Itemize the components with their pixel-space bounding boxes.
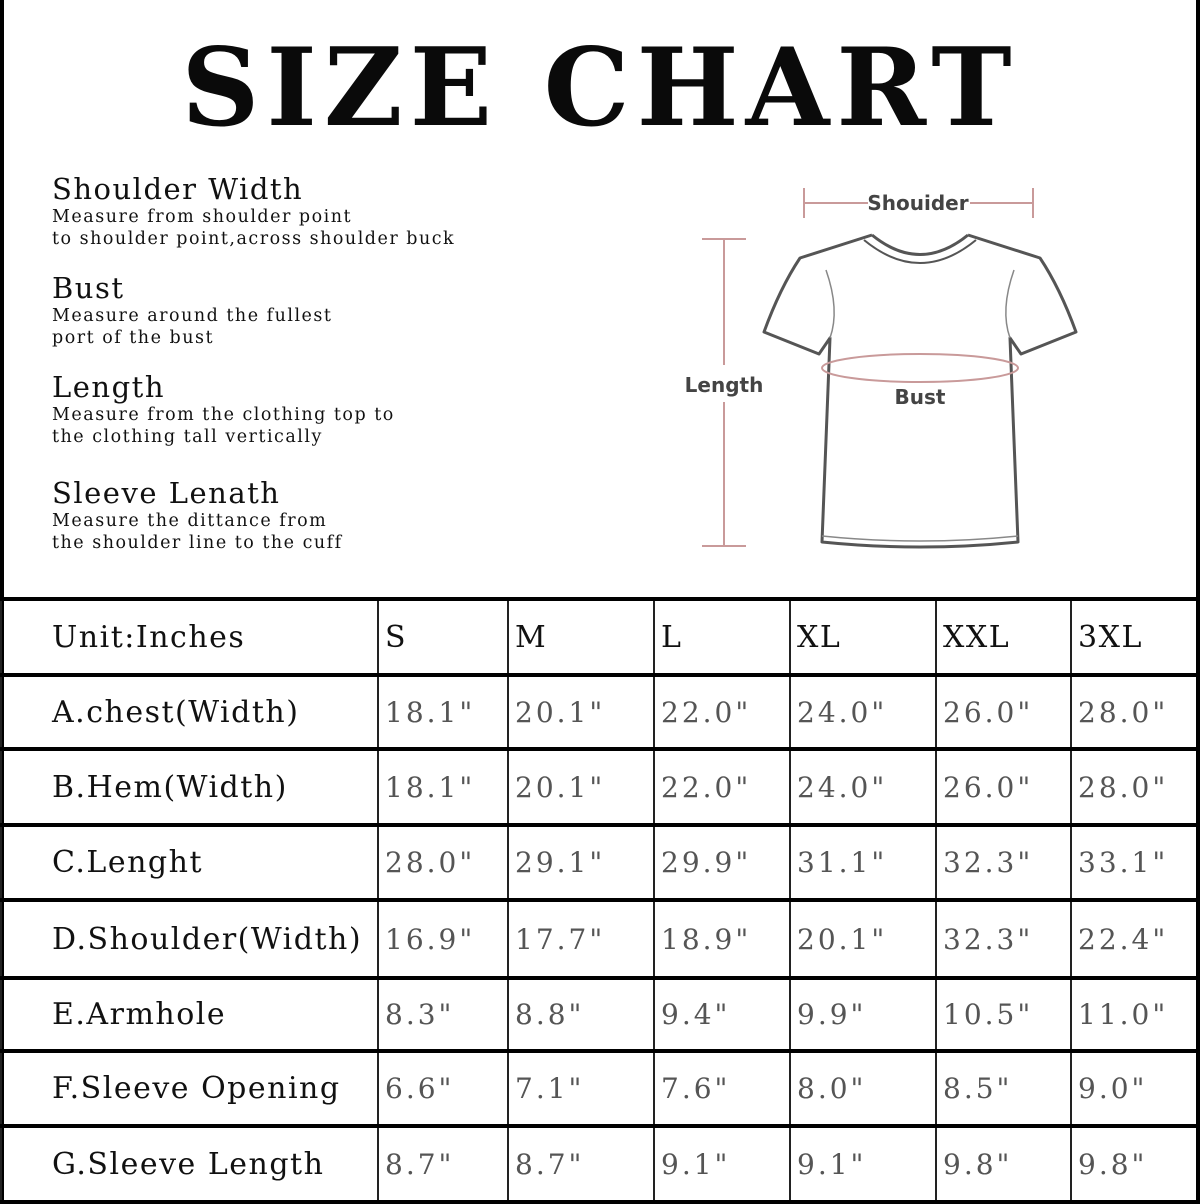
table-cell: 18.1" [378,749,508,825]
table-cell: 22.0" [654,675,790,749]
row-label: G.Sleeve Length [1,1126,378,1202]
definition-text-line: port of the bust [52,328,214,348]
row-label: B.Hem(Width) [1,749,378,825]
row-label: A.chest(Width) [1,675,378,749]
shoulder-label: Shouider [867,191,969,215]
table-cell: 26.0" [936,675,1071,749]
table-cell: 18.1" [378,675,508,749]
table-cell: 29.1" [508,825,654,900]
definition-sleeve-length [52,476,343,554]
definition-length [52,370,395,448]
table-cell: 32.3" [936,825,1071,900]
page-title: SIZE CHART [181,25,1019,151]
definition-text-line: Measure the dittance from [52,511,328,531]
table-cell: 20.1" [508,749,654,825]
definition-bust [52,271,332,349]
table-cell: 9.1" [654,1126,790,1202]
table-cell: 8.5" [936,1051,1071,1126]
table-cell: 32.3" [936,900,1071,978]
table-cell: 18.9" [654,900,790,978]
table-row [1,1051,1200,1126]
table-cell: 9.8" [936,1126,1071,1202]
definition-shoulder-width [52,172,455,250]
table-cell: 9.8" [1071,1126,1200,1202]
table-cell: 7.1" [508,1051,654,1126]
size-header: XL [790,599,936,675]
definition-text-line: the clothing tall vertically [52,427,323,447]
table-cell: 8.7" [508,1126,654,1202]
table-row [1,900,1200,978]
table-cell: 22.0" [654,749,790,825]
table-cell: 28.0" [378,825,508,900]
length-label: Length [684,373,764,397]
table-cell: 9.9" [790,978,936,1051]
definition-text-line: to shoulder point,across shoulder buck [52,229,456,249]
table-cell: 20.1" [790,900,936,978]
row-label: F.Sleeve Opening [1,1051,378,1126]
definition-text-line: the shoulder line to the cuff [52,533,343,553]
table-cell: 8.3" [378,978,508,1051]
table-cell: 16.9" [378,900,508,978]
size-header: S [378,599,508,675]
bust-label: Bust [894,385,946,409]
table-cell: 17.7" [508,900,654,978]
table-cell: 33.1" [1071,825,1200,900]
row-label: E.Armhole [1,978,378,1051]
table-cell: 28.0" [1071,749,1200,825]
row-label: C.Lenght [1,825,378,900]
definition-text-line: Measure from the clothing top to [52,405,395,425]
table-cell: 8.0" [790,1051,936,1126]
definition-heading: Bust [52,271,125,305]
table-cell: 8.8" [508,978,654,1051]
size-table [0,597,1200,1204]
table-header-row [1,599,1200,675]
table-cell: 8.7" [378,1126,508,1202]
table-cell: 11.0" [1071,978,1200,1051]
table-cell: 22.4" [1071,900,1200,978]
table-cell: 7.6" [654,1051,790,1126]
row-label: D.Shoulder(Width) [1,900,378,978]
table-cell: 26.0" [936,749,1071,825]
table-row [1,675,1200,749]
size-header: L [654,599,790,675]
definition-heading: Sleeve Lenath [52,476,281,510]
definition-heading: Length [52,370,165,404]
table-row [1,1126,1200,1202]
table-cell: 24.0" [790,675,936,749]
tshirt-diagram [650,170,1100,570]
table-row [1,825,1200,900]
table-row [1,749,1200,825]
table-row [1,978,1200,1051]
table-cell: 20.1" [508,675,654,749]
table-cell: 9.1" [790,1126,936,1202]
table-cell: 9.4" [654,978,790,1051]
definition-text-line: Measure from shoulder point [52,207,353,227]
unit-label: Unit:Inches [1,599,378,675]
table-cell: 31.1" [790,825,936,900]
table-cell: 29.9" [654,825,790,900]
size-header: XXL [936,599,1071,675]
definition-text-line: Measure around the fullest [52,306,333,326]
table-cell: 28.0" [1071,675,1200,749]
table-cell: 9.0" [1071,1051,1200,1126]
size-header: M [508,599,654,675]
table-cell: 10.5" [936,978,1071,1051]
table-cell: 6.6" [378,1051,508,1126]
size-header: 3XL [1071,599,1200,675]
table-cell: 24.0" [790,749,936,825]
bust-measure-line [822,354,1018,382]
definition-heading: Shoulder Width [52,172,304,206]
